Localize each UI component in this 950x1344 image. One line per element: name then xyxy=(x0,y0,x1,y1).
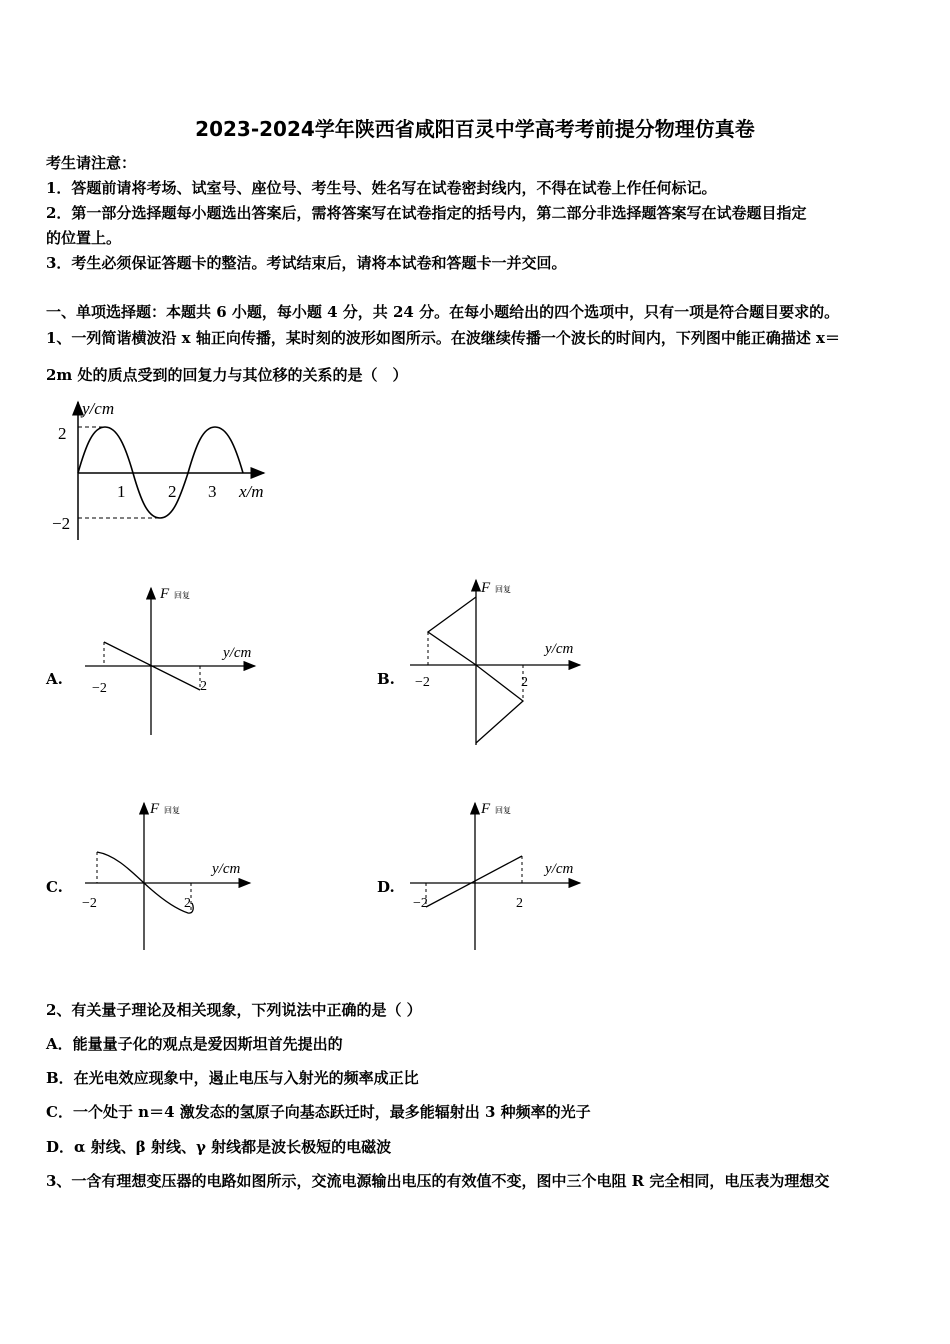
y-axis-label: y/cm xyxy=(223,645,252,661)
f-subscript: 回复 xyxy=(495,585,511,594)
question-1-stem: 1、一列简谐横波沿 x 轴正向传播，某时刻的波形如图所示。在波继续传播一个波长的时间内，下列图中能正确描述 x＝ xyxy=(46,329,840,347)
y-axis-label: y/cm xyxy=(545,641,574,657)
y-tick: 2 xyxy=(58,424,67,443)
page-title: 2023-2024学年陕西省咸阳百灵中学高考考前提分物理仿真卷 xyxy=(195,117,755,141)
f-subscript: 回复 xyxy=(174,591,190,600)
pos-tick: 2 xyxy=(200,679,207,694)
y-axis-label: y/cm xyxy=(212,861,241,877)
pos-tick: 2 xyxy=(184,896,191,911)
option-c-graph xyxy=(80,795,280,955)
f-label: F xyxy=(481,580,491,596)
notice-heading: 考生请注意： xyxy=(46,154,137,172)
option-d-graph xyxy=(405,795,605,955)
q2-option-a[interactable]: A．能量量子化的观点是爱因斯坦首先提出的 xyxy=(46,1035,343,1053)
notice-item: 3．考生必须保证答题卡的整洁。考试结束后，请将本试卷和答题卡一并交回。 xyxy=(46,254,567,272)
force-line xyxy=(426,856,522,907)
y-tick: −2 xyxy=(52,514,71,533)
wave-figure xyxy=(40,390,290,550)
neg-tick: −2 xyxy=(413,896,428,911)
x-tick: 1 xyxy=(117,482,126,501)
f-label: F xyxy=(160,586,170,602)
f-subscript: 回复 xyxy=(495,806,511,815)
x-tick: 2 xyxy=(168,482,177,501)
option-a-label[interactable]: A. xyxy=(46,670,63,688)
y-axis-label: y/cm xyxy=(545,861,574,877)
x-tick: 3 xyxy=(208,482,217,501)
q2-option-b[interactable]: B．在光电效应现象中，遏止电压与入射光的频率成正比 xyxy=(46,1069,419,1087)
notice-item: 的位置上。 xyxy=(46,229,122,247)
section-heading: 一、单项选择题：本题共 6 小题，每小题 4 分，共 24 分。在每小题给出的四个选项中，只有一项是符合题目要求的。 xyxy=(46,303,840,321)
option-b-label[interactable]: B. xyxy=(377,670,395,688)
notice-item: 1．答题前请将考场、试室号、座位号、考生号、姓名写在试卷密封线内，不得在试卷上作任何标记。 xyxy=(46,179,717,197)
q2-option-d[interactable]: D．α 射线、β 射线、γ 射线都是波长极短的电磁波 xyxy=(46,1138,392,1156)
pos-tick: 2 xyxy=(516,896,523,911)
option-d-label[interactable]: D. xyxy=(377,878,395,896)
neg-tick: −2 xyxy=(415,675,430,690)
neg-tick: −2 xyxy=(92,681,107,696)
question-1-stem-cont: 2m 处的质点受到的回复力与其位移的关系的是（ ） xyxy=(46,366,408,384)
f-subscript: 回复 xyxy=(164,806,180,815)
option-b-graph xyxy=(405,575,605,750)
question-2-stem: 2、有关量子理论及相关现象，下列说法中正确的是（ ） xyxy=(46,1001,422,1019)
pos-tick: 2 xyxy=(521,675,528,690)
question-3-stem: 3、一含有理想变压器的电路如图所示，交流电源输出电压的有效值不变，图中三个电阻 R 完全相同，电压表为理想交 xyxy=(46,1172,830,1190)
q2-option-c[interactable]: C．一个处于 n＝4 激发态的氢原子向基态跃迁时，最多能辐射出 3 种频率的光子 xyxy=(46,1103,591,1121)
notice-item: 2．第一部分选择题每小题选出答案后，需将答案写在试卷指定的括号内，第二部分非选择题答案写在试卷题目指定 xyxy=(46,204,807,222)
option-a-graph xyxy=(80,580,280,740)
y-axis-label: y/cm xyxy=(82,399,115,418)
neg-tick: −2 xyxy=(82,896,97,911)
x-axis-label: x/m xyxy=(239,482,264,501)
f-label: F xyxy=(481,801,491,817)
option-c-label[interactable]: C. xyxy=(46,878,63,896)
f-label: F xyxy=(150,801,160,817)
